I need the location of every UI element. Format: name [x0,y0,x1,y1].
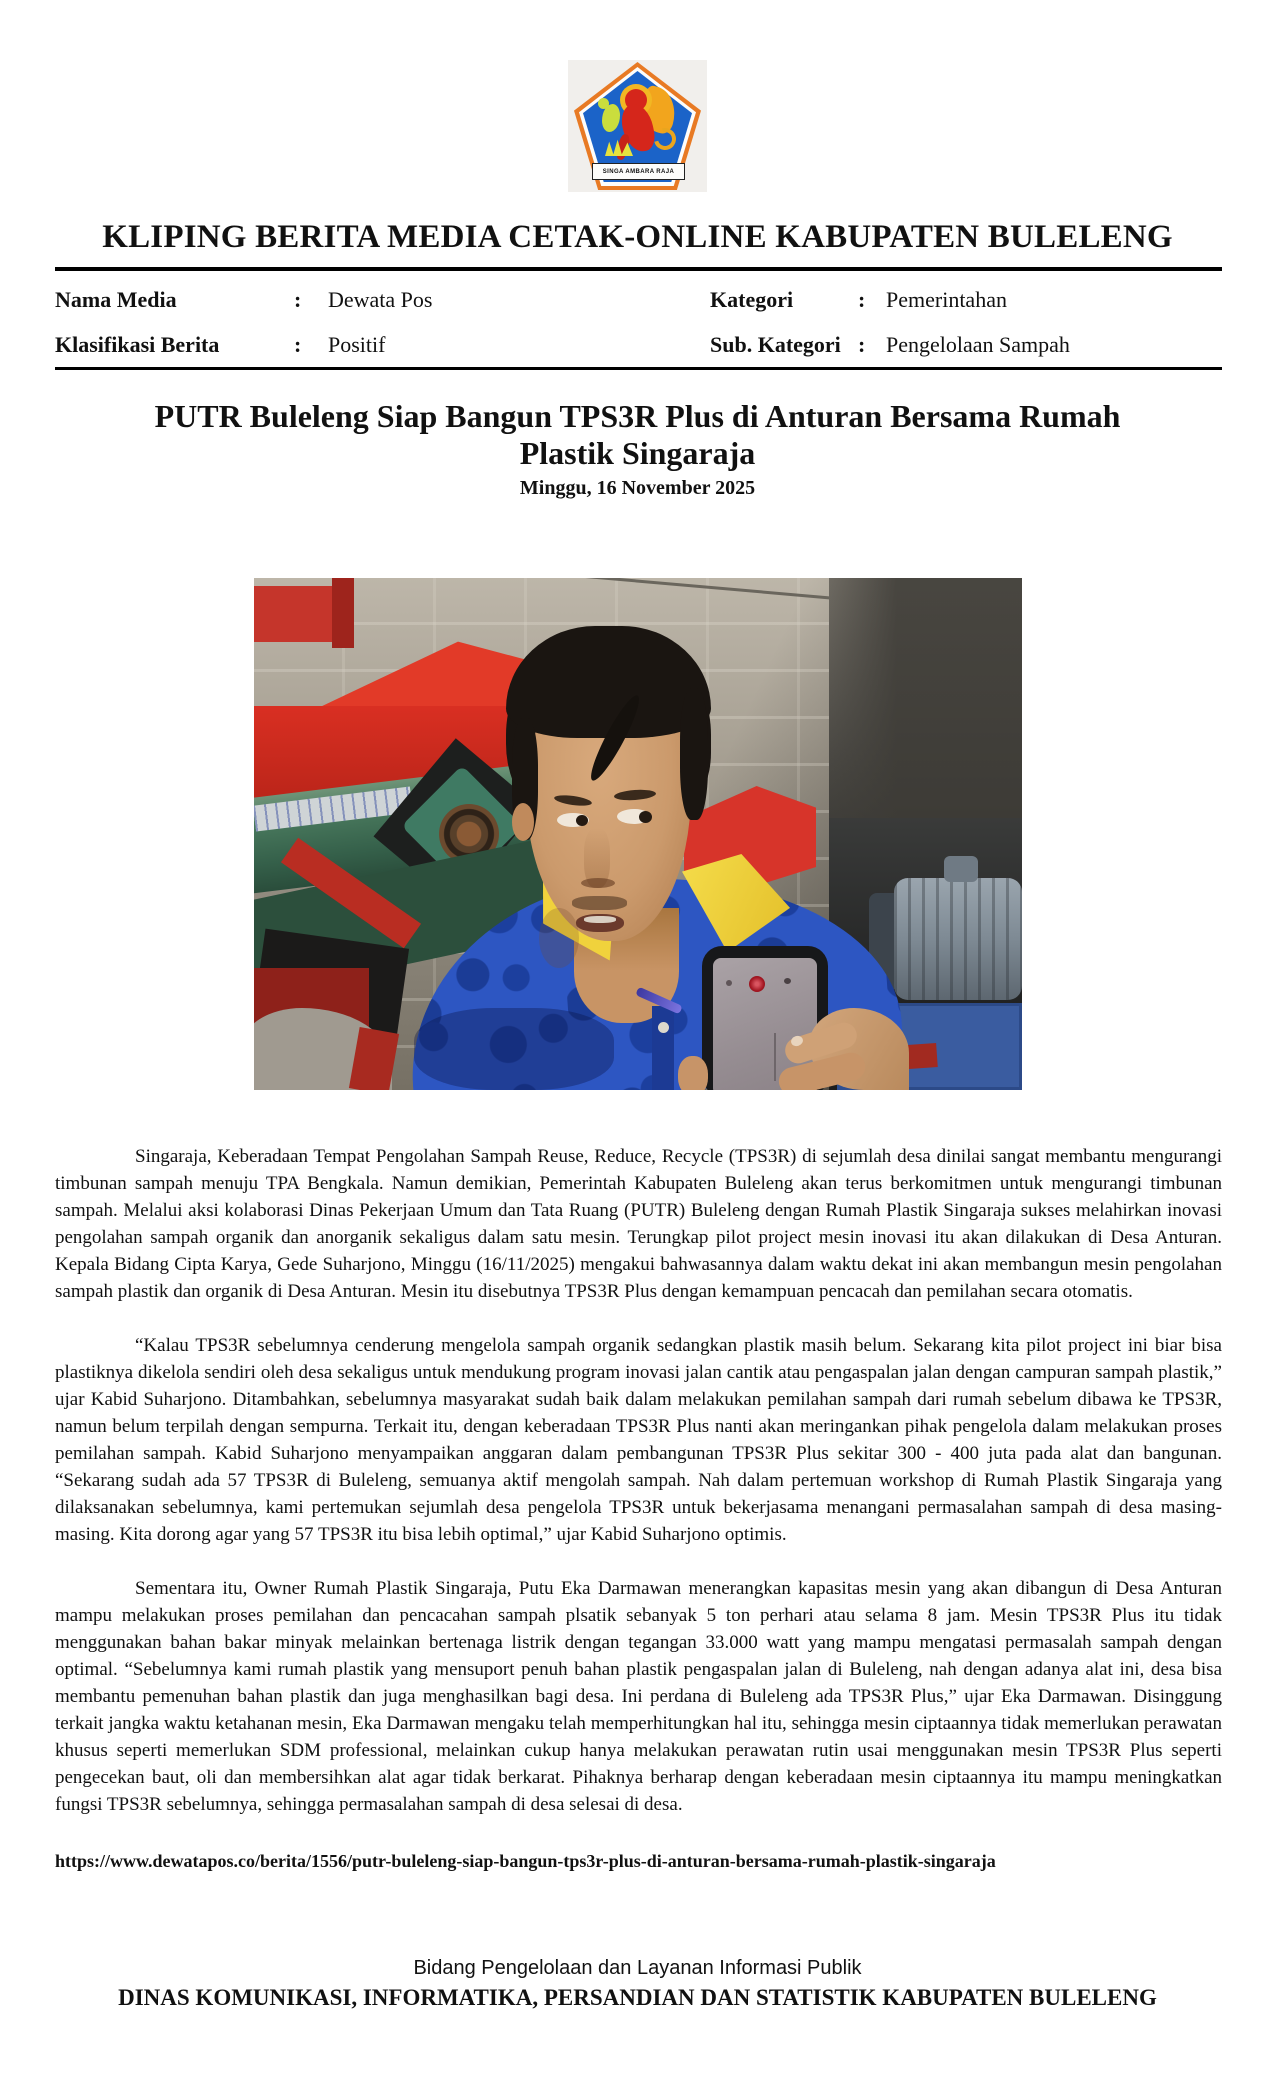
meta-value-kategori: Pemerintahan [886,286,1007,312]
footer-agency-line: DINAS KOMUNIKASI, INFORMATIKA, PERSANDIAN DAN STATISTIK KABUPATEN BULELENG [118,1985,1157,2010]
mustache [572,896,627,910]
meta-value-sub-kategori: Pengelolaan Sampah [886,331,1070,357]
buleleng-crest-logo [568,60,707,192]
screen-divider-line [774,1033,776,1081]
screen-icon-left [726,980,732,986]
meta-label-sub-kategori: Sub. Kategori [710,331,841,357]
holder-thumb [678,1056,708,1090]
shirt-shadow [414,1008,614,1090]
meta-colon: : [858,286,866,312]
article-title-line2: Plastik Singaraja [519,435,756,471]
meta-colon: : [294,286,302,312]
page-title: KLIPING BERITA MEDIA CETAK-ONLINE KABUPATEN BULELENG [102,219,1173,255]
electric-motor [894,878,1022,1000]
meta-table [55,277,1222,367]
motor-junction-box [944,856,978,882]
article-photo [254,578,1022,1090]
teeth [584,916,616,923]
screen-icon-right [784,978,791,984]
article-title [0,398,1275,472]
footer-division-line: Bidang Pengelolaan dan Layanan Informasi Publik [413,1957,862,1979]
article-paragraph-3: Sementara itu, Owner Rumah Plastik Singaraja, Putu Eka Darmawan menerangkan kapasitas mesin yang akan dibangun di Desa Anturan mampu melakukan proses pemilahan dan pencacahan sampah plsatik sebanyak 5 ton perhari atau selama 8 jam. Mesin TPS3R Plus itu tidak menggunakan bahan bakar minyak melainkan bertenaga listrik dengan tegangan 33.000 watt yang mampu mengatasi permasalah sampah dengan optimal. “Sebelumnya kami rumah plastik yang mensuport penuh bahan plastik pengaspalan jalan di Buleleng, nah dengan adanya alat ini, desa bisa membantu pemenuhan bahan plastik dan juga menghasilkan bagi desa. Ini perdana di Buleleng ada TPS3R Plus,” ujar Eka Darmawan. Disinggung terkait jangka waktu ketahanan mesin, Eka Darmawan mengaku telah memperhitungkan hal itu, sehingga mesin ciptaannya tidak memerlukan perawatan khusus seperti memerlukan SDM professional, melainkan cukup hanya melakukan perawatan rutin usai menggunakan mesin TPS3R Plus seperti pengecekan baut, oli dan membersihkan alat agar tidak berkarat. Pihaknya berharap dengan keberadaan mesin ciptaannya itu mampu meningkatkan fungsi TPS3R sebelumnya, sehingga permasalahan sampah di desa selesai di desa. [55,1578,1222,1815]
meta-colon: : [294,331,302,357]
header-rule-top [55,267,1222,271]
header-rule-bottom [55,367,1222,370]
jaw-shading [539,908,579,968]
record-dot-icon [749,976,765,992]
logo-banner-text: SINGA AMBARA RAJA [602,168,675,175]
article-paragraph-1: Singaraja, Keberadaan Tempat Pengolahan Sampah Reuse, Reduce, Recycle (TPS3R) di sejumlah desa dinilai sangat membantu mengurangi timbunan sampah menuju TPA Bengkala. Namun demikian, Pemerintah Kabupaten Buleleng akan terus berkomitmen untuk mengurangi timbunan sampah. Melalui aksi kolaborasi Dinas Pekerjaan Umum dan Tata Ruang (PUTR) Buleleng dengan Rumah Plastik Singaraja sukses melahirkan inovasi pengolahan sampah organik dan anorganik sekaligus dalam satu mesin. Terungkap pilot project mesin inovasi itu akan dilakukan di Desa Anturan. Kepala Bidang Cipta Karya, Gede Suharjono, Minggu (16/11/2025) mengakui bahwasannya dalam waktu dekat ini akan membangun mesin pengolahan sampah plastik dan organik di Desa Anturan. Mesin itu disebutnya TPS3R Plus dengan kemampuan pencacah dan pemilahan secara otomatis. [55,1146,1222,1302]
red-machine-post [332,578,354,648]
sprig-dot-icon [598,98,609,109]
meta-label-klasifikasi: Klasifikasi Berita [55,331,220,357]
article-date: Minggu, 16 November 2025 [519,477,756,499]
iris-left [576,815,588,826]
shirt-button [658,1022,669,1033]
iris-right [639,811,652,823]
article-source-url[interactable]: https://www.dewatapos.co/berita/1556/putr-buleleng-siap-bangun-tps3r-plus-di-anturan-bersama-rumah-plastik-singaraja [55,1851,996,1871]
article-paragraph-2: “Kalau TPS3R sebelumnya cenderung mengelola sampah organik sedangkan plastik masih belum. Sekarang kita pilot project ini biar bisa plastiknya dikelola sendiri oleh desa sekaligus untuk mendukung program inovasi jalan cantik atau pengaspalan jalan dengan campuran sampah plastik,” ujar Kabid Suharjono. Ditambahkan, sebelumnya masyarakat sudah baik dalam melakukan pemilahan sampah dari rumah sebelum dibawa ke TPS3R, namun belum terpilah dengan sempurna. Terkait itu, dengan keberadaan TPS3R Plus nanti akan meringankan pihak pengelola dalam melakukan proses pemilahan sampah. Kabid Suharjono menyampaikan anggaran dalam pembangunan TPS3R Plus sekitar 300 - 400 juta pada alat dan bangunan. “Sekarang sudah ada 57 TPS3R di Buleleng, semuanya aktif mengolah sampah. Nah dalam pertemuan workshop di Rumah Plastik Singaraja yang dilaksanakan sebelumnya, kami pertemukan sejumlah desa pengelola TPS3R untuk bekerjasama menangani permasalahan sampah di desa masing-masing. Kita dorong agar yang 57 TPS3R itu bisa lebih optimal,” ujar Kabid Suharjono optimis. [55,1335,1222,1545]
article-title-line1: PUTR Buleleng Siap Bangun TPS3R Plus di Anturan Bersama Rumah [154,398,1121,434]
logo-banner [592,163,685,180]
meta-label-nama-media: Nama Media [55,286,177,312]
shirt-placket [652,1006,674,1090]
meta-label-kategori: Kategori [710,286,794,312]
meta-value-klasifikasi: Positif [328,331,386,357]
ear-left [512,803,534,841]
hair-side-right [680,688,708,820]
article-body [55,1143,1222,1875]
meta-colon: : [858,331,866,357]
meta-value-nama-media: Dewata Pos [328,286,433,312]
nostrils [581,878,615,888]
